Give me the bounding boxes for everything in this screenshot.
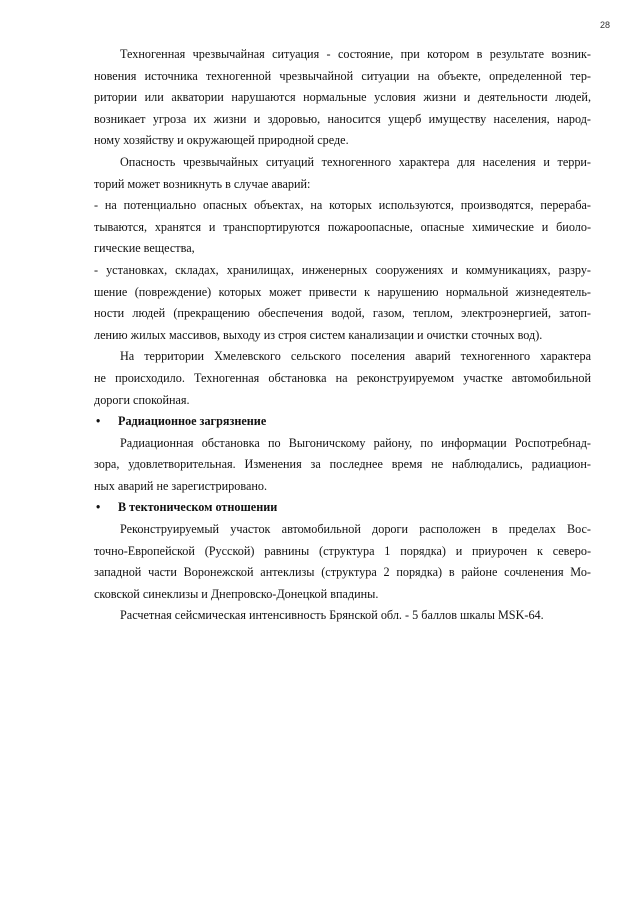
bullet-icon: • (96, 500, 101, 515)
text-line: Реконструируемый участок автомобильной дороги расположен в пределах Вос- (120, 522, 591, 537)
paragraph-tectonic (94, 519, 591, 605)
text-line: шение (повреждение) которых может привести к нарушению нормальной жизнедеятель- (94, 284, 591, 299)
text-line: ному хозяйству и окружающей природной среде. (94, 133, 349, 148)
paragraph-definition (94, 44, 591, 152)
text-line: Опасность чрезвычайных ситуаций техногенного характера для населения и терри- (120, 154, 591, 169)
page-number: 28 (599, 20, 610, 30)
text-line: новения источника техногенной чрезвычайной ситуации на объекте, определенной тер- (94, 68, 591, 83)
paragraph-territory (94, 346, 591, 411)
text-line: западной части Воронежской антеклизы (структура 2 порядка) в районе сочленения Мо- (94, 565, 591, 580)
text-line: сковской синеклизы и Днепровско-Донецкой впадины. (94, 586, 379, 601)
document-body (94, 44, 591, 627)
text-line: не происходило. Техногенная обстановка на реконструируемом участке автомобильной (94, 370, 591, 385)
text-line: торий может возникнуть в случае аварий: (94, 176, 311, 191)
section-heading-radiation (94, 411, 591, 433)
heading-text: Радиационное загрязнение (118, 414, 267, 429)
text-line: зора, удовлетворительная. Изменения за последнее время не наблюдались, радиацион- (94, 457, 591, 472)
text-line: гические вещества, (94, 241, 195, 256)
text-line: Радиационная обстановка по Выгоничскому району, по информации Роспотребнад- (120, 435, 591, 450)
paragraph-danger (94, 152, 591, 195)
text-line: точно-Европейской (Русской) равнины (структура 1 порядка) и приурочен к северо- (94, 543, 591, 558)
bullet-icon: • (96, 414, 101, 429)
text-line: - установках, складах, хранилищах, инженерных сооружениях и коммуникациях, разру- (94, 262, 591, 277)
text-line: ных аварий не зарегистрировано. (94, 478, 268, 493)
text-line: ритории или акватории нарушаются нормальные условия жизни и деятельности людей, (94, 90, 591, 105)
text-line: На территории Хмелевского сельского поселения аварий техногенного характера (120, 349, 591, 364)
text-line: ности людей (прекращению обеспечения водой, газом, теплом, электроэнергией, затоп- (94, 306, 591, 321)
text-line: возникает угроза их жизни и здоровью, наносится ущерб имуществу населения, народ- (94, 111, 591, 126)
list-item-hazardous-objects (94, 195, 591, 260)
text-line: Техногенная чрезвычайная ситуация - состояние, при котором в результате возник- (120, 47, 591, 61)
text-line: дороги спокойная. (94, 392, 190, 407)
text-line: - на потенциально опасных объектах, на которых используются, производятся, перераба- (94, 198, 591, 213)
text-line: тываются, хранятся и транспортируются пожароопасные, опасные химические и биоло- (94, 219, 591, 234)
paragraph-radiation (94, 433, 591, 498)
text-line: Расчетная сейсмическая интенсивность Брянской обл. - 5 баллов шкалы MSK-64. (120, 608, 544, 623)
section-heading-tectonic (94, 497, 591, 519)
text-line: лению жилых массивов, выходу из строя систем канализации и очистки сточных вод). (94, 327, 543, 342)
paragraph-seismic (94, 605, 591, 627)
heading-text: В тектоническом отношении (118, 500, 278, 515)
list-item-installations (94, 260, 591, 346)
